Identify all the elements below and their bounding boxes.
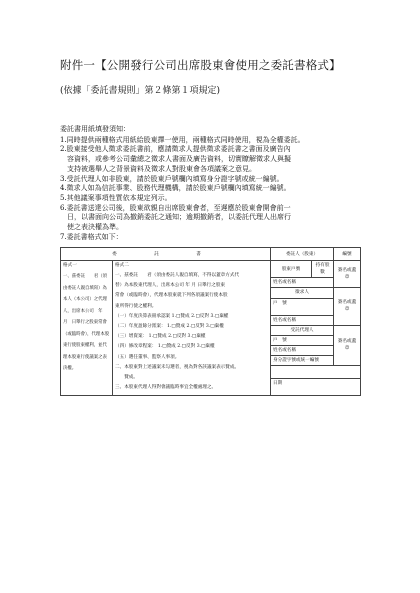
blank-row — [271, 366, 361, 379]
instruction-continuation: 日，以書面向公司為撤銷委託之通知；逾期撤銷者，以委託代理人出席行 — [67, 213, 291, 222]
header-proxy: 委 託 書 — [61, 248, 271, 261]
solicitor-heading: 徵求人 — [271, 288, 334, 299]
page-subtitle: (依據「委託書規則」第２條第１項規定) — [60, 86, 221, 96]
principal-name-label: 姓名或名稱 — [271, 278, 334, 288]
choice-oppose[interactable]: 2.□反對 — [186, 323, 205, 329]
format2-line — [115, 384, 268, 391]
choice-oppose[interactable]: 2.□反對 — [191, 313, 209, 319]
format2-line-text: （四）修改章程案： — [115, 344, 157, 350]
format2-line-text: （一）年度決算表冊承認案 — [115, 313, 171, 319]
format2-line — [115, 292, 268, 299]
format2-body — [115, 272, 268, 391]
proxy-agent-household-label: 戶 號 — [271, 336, 334, 346]
instruction-item: 2.股東接受他人徵求委託書前，應請徵求人提供徵求委託書之書面及廣告內 — [60, 145, 291, 154]
format1-cell — [61, 261, 113, 396]
format2-cell — [113, 261, 271, 396]
account-no-label: 股東戶號 — [271, 261, 312, 278]
date-label: 日期 — [271, 379, 361, 396]
instruction-item: 5.其他議案事項性質依本規定列示。 — [60, 193, 172, 202]
choice-oppose[interactable]: 2.□反對 — [177, 344, 196, 350]
format2-line-text: 常會（或臨時會），代理本股東就下列各項議案行使本股 — [115, 293, 228, 299]
instruction-item: 1.同時提供兩種格式用紙給股東擇一使用，兩種格式同時使用，視為全權委託。 — [60, 135, 305, 144]
header-number: 編號 — [334, 248, 361, 261]
solicitor-household-label: 戶 號 — [271, 298, 334, 315]
format2-line — [115, 354, 268, 361]
proxy-agent-name-label: 姓名或名稱 — [271, 346, 334, 356]
proxy-form-table — [60, 247, 361, 396]
header-principal: 委託人（股東） — [271, 248, 334, 261]
format2-line — [115, 333, 268, 340]
choice-approve[interactable]: 1.□贊成 — [157, 344, 176, 350]
format2-line-text: 東所得行使之權利。 — [115, 303, 157, 309]
page-title: 附件一【公開發行公司出席股東會使用之委託書格式】 — [60, 58, 341, 72]
proxy-agent-heading: 受託代理人 — [271, 325, 334, 336]
proxy-agent-signature-label: 簽名或蓋章 — [334, 325, 361, 366]
format2-line-text: （三）增資案： — [115, 334, 148, 340]
instruction-item: 3.受託代理人如非股東，請於股東戶號欄內填寫身分證字號或統一編號。 — [60, 174, 284, 183]
format2-line — [115, 272, 268, 279]
format2-line-text: （五）選任董事、監察人事項。 — [115, 354, 180, 360]
format2-line-text: 一、茲委託 君（須由委託人親自填寫，不得以蓋章方式代 — [115, 273, 240, 278]
instructions — [60, 125, 365, 242]
format2-line-text: （二）年度盈餘分派案： — [115, 323, 166, 329]
format2-line — [115, 343, 268, 350]
instructions-heading: 委託書用紙填發須知： — [60, 125, 130, 133]
choice-abstain[interactable]: 3.□棄權 — [187, 334, 206, 340]
format2-line — [115, 303, 268, 310]
principal-signature-label: 簽名或蓋章 — [334, 261, 361, 288]
choice-abstain[interactable]: 3.□棄權 — [210, 313, 229, 319]
instruction-continuation: 容資料，或參考公司彙總之徵求人書面及廣告資料，切實瞭解徵求人與擬 — [67, 155, 291, 164]
instructions-list — [60, 136, 365, 243]
format2-line — [115, 282, 268, 289]
choice-oppose[interactable]: 2.□反對 — [168, 334, 187, 340]
format2-line — [115, 313, 268, 320]
instruction-item: 7.委託書格式如下： — [60, 232, 123, 241]
format2-line — [115, 364, 268, 371]
format2-line-text: 替）為本股東代理人，出席本公司 年 月 日舉行之股東 — [115, 283, 226, 289]
format2-line-text: 贊成。 — [115, 374, 138, 380]
choice-approve[interactable]: 1.□贊成 — [148, 334, 167, 340]
instruction-item: 6.委託書送達公司後，股東欲親自出席股東會者，至遲應於股東會開會前一 — [60, 203, 291, 212]
format2-line — [115, 374, 268, 381]
shares-held-label: 持有股數 — [312, 261, 334, 278]
instruction-continuation: 支持被選舉人之背景資料及徵求人對股東會各項議案之意見。 — [67, 164, 256, 173]
format2-label: 格式二 — [115, 263, 129, 268]
choice-approve[interactable]: 1.□贊成 — [171, 313, 190, 319]
instruction-item: 4.徵求人如為信託事業、股務代理機構，請於股東戶號欄內填寫統一編號。 — [60, 184, 291, 193]
format1-body: 一、茲委託 君（須由委託人親自填寫）為本人（本公司）之代理人，出席本公司 年 月 日舉行之股東常會（或臨時會），代理本股東行使股東權利，並代理本股東行使議案之表決權。 — [63, 274, 110, 371]
choice-abstain[interactable]: 3.□棄權 — [205, 323, 224, 329]
format2-line-text: 二、本股東對上述議案未勾選者，視為對各該議案表示贊成。 — [115, 364, 240, 370]
solicitor-name-label: 姓名或名稱 — [271, 315, 334, 325]
format2-line-text: 三、本股東代理人得對會議臨時事宜全權處理之。 — [115, 385, 217, 391]
format2-line — [115, 323, 268, 330]
solicitor-signature-label: 簽名或蓋章 — [334, 288, 361, 326]
instruction-continuation: 使之表決權為準。 — [67, 223, 123, 232]
choice-approve[interactable]: 1.□贊成 — [167, 323, 185, 329]
choice-abstain[interactable]: 3.□棄權 — [196, 344, 215, 350]
format1-label: 格式一 — [63, 263, 77, 268]
table-header-row — [61, 248, 361, 261]
proxy-agent-id-label: 身分證字號或統一編號 — [271, 356, 334, 366]
